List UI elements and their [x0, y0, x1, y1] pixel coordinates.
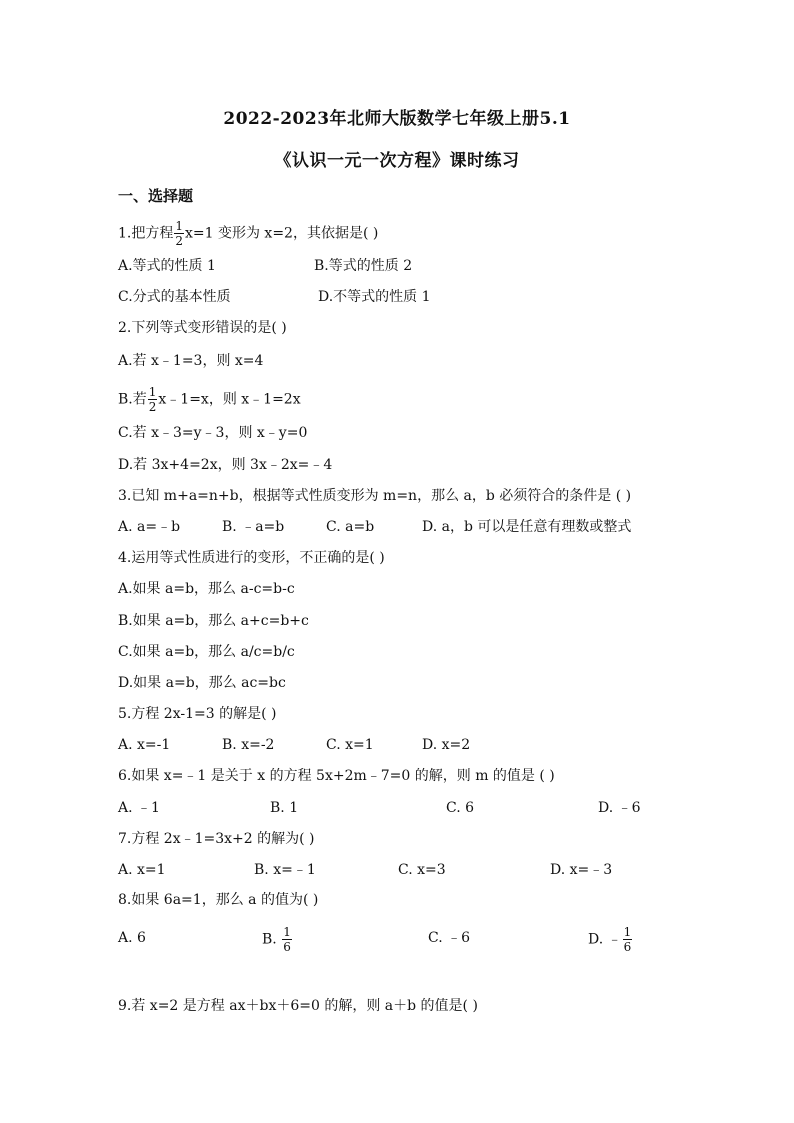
- q1-option-b: B.等式的性质 2: [314, 258, 413, 274]
- question-3-stem: 3.已知 m+a=n+b，根据等式性质变形为 m=n，那么 a，b 必须符合的条件是 ( ): [118, 488, 632, 504]
- q8-d-fraction: [623, 926, 633, 953]
- q8-option-c: C. ﹣6: [428, 930, 471, 946]
- q7-option-a: A. x=1: [118, 862, 166, 878]
- q5-option-c: C. x=1: [326, 737, 374, 753]
- q2-option-c: C.若 x﹣3=y﹣3，则 x﹣y=0: [118, 425, 308, 441]
- question-2-stem: 2.下列等式变形错误的是( ): [118, 320, 287, 336]
- q8-d-frac-den: 6: [623, 940, 632, 954]
- q3-option-d: D. a，b 可以是任意有理数或整式: [422, 519, 632, 535]
- question-4-stem: 4.运用等式性质进行的变形，不正确的是( ): [118, 550, 385, 566]
- q4-option-a: A.如果 a=b，那么 a-c=b-c: [118, 581, 295, 597]
- q8-b-fraction: [282, 926, 292, 953]
- q8-option-b: [262, 926, 293, 953]
- q6-option-c: C. 6: [446, 800, 475, 816]
- question-7-stem: 7.方程 2x﹣1=3x+2 的解为( ): [118, 831, 315, 847]
- q8-option-d: [588, 926, 633, 953]
- q1-suffix: x=1 变形为 x=2，其依据是( ): [185, 225, 379, 242]
- q4-option-b: B.如果 a=b，那么 a+c=b+c: [118, 613, 309, 629]
- question-1-stem: [118, 220, 378, 247]
- doc-title-line1: 2022-2023年北师大版数学七年级上册5.1: [223, 109, 571, 129]
- q7-option-b: B. x=﹣1: [254, 862, 316, 878]
- q2-b-prefix: B.若: [118, 391, 147, 408]
- q8-d-prefix: D. ﹣: [588, 931, 622, 948]
- q6-option-b: B. 1: [270, 800, 299, 816]
- q7-option-c: C. x=3: [398, 862, 446, 878]
- q2-option-d: D.若 3x+4=2x，则 3x﹣2x=﹣4: [118, 457, 333, 473]
- question-8-stem: 8.如果 6a=1，那么 a 的值为( ): [118, 892, 319, 908]
- q2-b-suffix: x﹣1=x，则 x﹣1=2x: [158, 391, 301, 408]
- q1-fraction: [174, 220, 184, 247]
- question-9-stem: 9.若 x=2 是方程 ax＋bx＋6=0 的解，则 a＋b 的值是( ): [118, 998, 478, 1014]
- q2-option-b: [118, 386, 301, 413]
- q1-option-a: A.等式的性质 1: [118, 258, 216, 274]
- q4-option-c: C.如果 a=b，那么 a/c=b/c: [118, 644, 295, 660]
- q2-b-frac-num: 1: [148, 385, 157, 399]
- q2-b-fraction: [148, 386, 158, 413]
- q1-option-c: C.分式的基本性质: [118, 289, 231, 305]
- q4-option-d: D.如果 a=b，那么 ac=bc: [118, 675, 286, 691]
- section-heading: 一、选择题: [118, 187, 194, 205]
- q3-option-a: A. a=﹣b: [118, 519, 181, 535]
- q1-option-d: D.不等式的性质 1: [318, 289, 431, 305]
- q1-prefix: 1.把方程: [118, 225, 174, 242]
- q8-b-frac-den: 6: [283, 940, 291, 954]
- q2-b-frac-den: 2: [148, 400, 157, 414]
- q6-option-a: A. ﹣1: [118, 800, 160, 816]
- q8-b-frac-num: 1: [283, 925, 291, 939]
- q8-d-frac-num: 1: [623, 925, 632, 939]
- doc-title-line2: 《认识一元一次方程》课时练习: [274, 151, 520, 171]
- q1-frac-num: 1: [175, 219, 183, 233]
- q7-option-d: D. x=﹣3: [550, 862, 613, 878]
- q5-option-b: B. x=-2: [222, 737, 275, 753]
- q1-frac-den: 2: [175, 234, 183, 248]
- q2-option-a: A.若 x﹣1=3，则 x=4: [118, 353, 264, 369]
- question-6-stem: 6.如果 x=﹣1 是关于 x 的方程 5x+2m﹣7=0 的解，则 m 的值是 ( ): [118, 768, 555, 784]
- question-5-stem: 5.方程 2x-1=3 的解是( ): [118, 706, 277, 722]
- q8-b-prefix: B.: [262, 931, 277, 948]
- q5-option-a: A. x=-1: [118, 737, 171, 753]
- q8-option-a: A. 6: [118, 930, 146, 946]
- q3-option-b: B. ﹣a=b: [222, 519, 285, 535]
- q3-option-c: C. a=b: [326, 519, 375, 535]
- q6-option-d: D. ﹣6: [598, 800, 641, 816]
- q5-option-d: D. x=2: [422, 737, 471, 753]
